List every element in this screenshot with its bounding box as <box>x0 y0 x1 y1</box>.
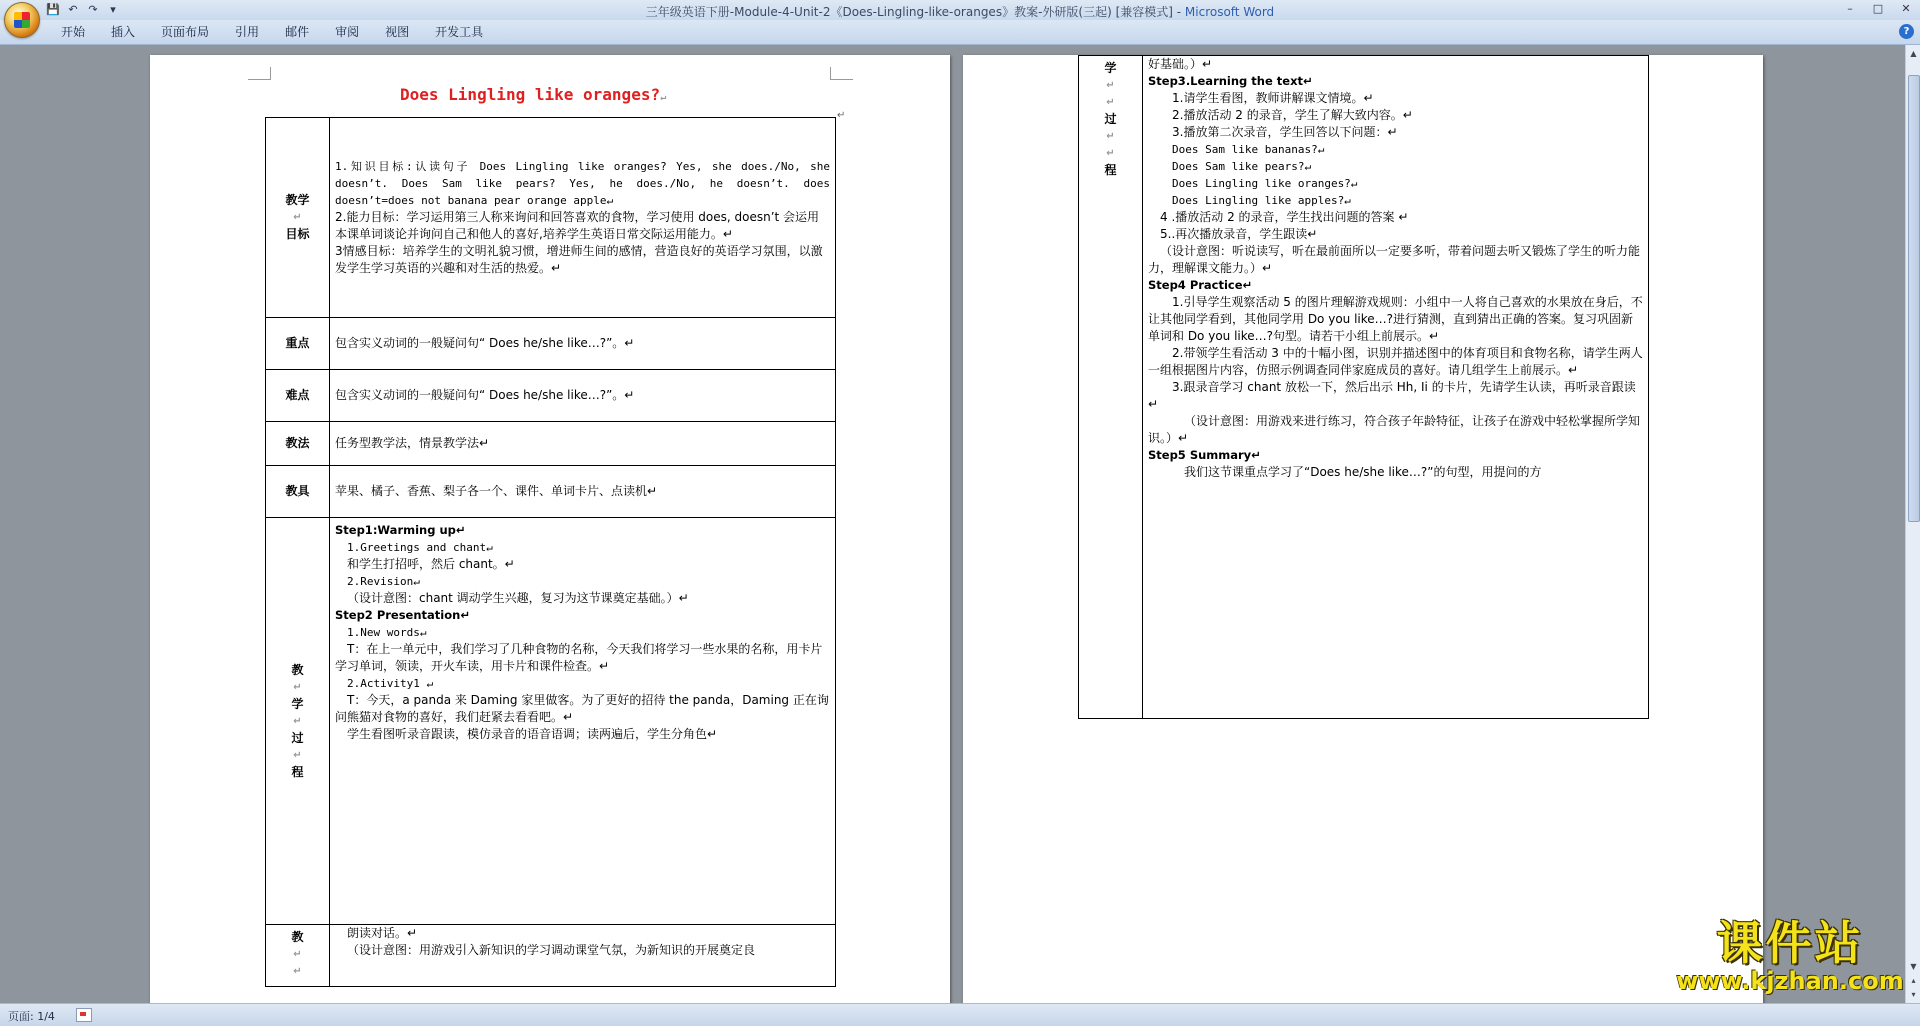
document-name: 三年级英语下册-Module-4-Unit-2《Does-Lingling-like-oranges》教案-外研版(三起) [兼容模式] - <box>645 5 1185 19</box>
text-line: Step5 Summary↵ <box>1148 448 1261 462</box>
label-text: 学 <box>291 696 304 711</box>
crop-mark <box>830 67 853 80</box>
text-line: 1.引导学生观察活动 5 的图片理解游戏规则：小组中一人将自己喜欢的水果放在身后，不让其他同学看到，其他同学用 Do you like…?进行猜测，直到猜出正确的答案。复习巩固新单词和 Do you like…?句型。请若干小组上前展示。↵ <box>1148 295 1643 343</box>
document-page-1[interactable] <box>150 55 950 1003</box>
text-line: （设计意图：听说读写，听在最前面所以一定要多听，带着问题去听又锻炼了学生的听力能力，理解课文能力。）↵ <box>1148 244 1641 275</box>
paragraph-mark: ↵ <box>1106 97 1115 108</box>
undo-icon[interactable]: ↶ <box>68 3 78 16</box>
label-text: 教学 <box>285 193 310 207</box>
maximize-button[interactable]: □ <box>1872 2 1884 15</box>
table-row <box>266 318 836 370</box>
text-line: 1.知识目标:认读句子 Does Lingling like oranges? Yes, she does./No, she doesn’t. Does Sam like pears? Yes, he does./No, he doesn’t. does doesn’t=does not banana pear orange apple↵ <box>335 160 830 207</box>
text-line: 1.Greetings and chant↵ <box>347 541 493 554</box>
text-line: Does Sam like pears?↵ <box>1172 160 1312 173</box>
text-line: 朗读对话。↵ <box>347 926 418 940</box>
text-line: 2.能力目标：学习运用第三人称来询问和回答喜欢的食物，学习使用 does, doesn’t 会运用本课单词谈论并询问自己和他人的喜好,培养学生英语日常交际运用能力。↵ <box>335 210 820 241</box>
vertical-scrollbar[interactable] <box>1905 45 1920 1003</box>
table-row <box>266 118 836 318</box>
app-name: Microsoft Word <box>1184 5 1275 19</box>
text-line: Step1:Warming up↵ <box>335 523 466 537</box>
content-cell-difficulty[interactable] <box>330 370 836 422</box>
page-count-indicator[interactable]: 页面: 1/4 <box>8 1010 55 1023</box>
label-text: 过 <box>291 730 304 745</box>
tab-references[interactable]: 引用 <box>235 25 260 39</box>
previous-page-icon[interactable]: ▴ <box>1911 976 1916 985</box>
scroll-up-icon[interactable]: ▲ <box>1910 49 1917 58</box>
redo-icon[interactable]: ↷ <box>88 3 98 16</box>
text-line: （设计意图：用游戏来进行练习，符合孩子年龄特征，让孩子在游戏中轻松掌握所学知识。）↵ <box>1148 414 1641 445</box>
paragraph-mark: ↵ <box>837 110 846 121</box>
document-workspace <box>0 45 1905 1003</box>
text-line: 1.请学生看图，教师讲解课文情境。↵ <box>1172 91 1374 105</box>
minimize-button[interactable]: – <box>1847 2 1853 15</box>
label-text: 教法 <box>285 436 310 450</box>
paragraph-mark: ↵ <box>293 715 302 727</box>
text-line: 2.播放活动 2 的录音，学生了解大致内容。↵ <box>1172 108 1413 122</box>
tab-insert[interactable]: 插入 <box>111 25 136 39</box>
text-line: 5..再次播放录音，学生跟读↵ <box>1160 227 1318 241</box>
text-line: 2.带领学生看活动 3 中的十幅小图，识别并描述图中的体育项目和食物名称，请学生两人一组根据图片内容，仿照示例调查同伴家庭成员的喜好。请几组学生上前展示。↵ <box>1148 346 1643 377</box>
heading-text: Does Lingling like oranges? <box>400 85 661 104</box>
scroll-down-icon[interactable]: ▼ <box>1910 962 1917 971</box>
label-cell-key-point[interactable] <box>266 318 330 370</box>
table-row <box>266 466 836 518</box>
text-line: 1.New words↵ <box>347 626 427 639</box>
watermark-title: 课件站 <box>1716 916 1864 970</box>
paragraph-mark: ↵ <box>293 681 302 693</box>
customize-toolbar-icon[interactable]: ▾ <box>110 3 116 16</box>
title-bar <box>0 0 1920 20</box>
next-page-icon[interactable]: ▾ <box>1911 990 1916 999</box>
paragraph-mark: ↵ <box>660 92 667 103</box>
text-line: 3.播放第二次录音，学生回答以下问题：↵ <box>1172 125 1398 139</box>
text-line: 包含实义动词的一般疑问句“ Does he/she like…?”。↵ <box>335 336 635 350</box>
tab-mailings[interactable]: 邮件 <box>285 25 310 39</box>
tab-developer[interactable]: 开发工具 <box>435 25 484 39</box>
text-line: Step4 Practice↵ <box>1148 278 1253 292</box>
text-line: 苹果、橘子、香蕉、梨子各一个、课件、单词卡片、点读机↵ <box>335 484 658 498</box>
text-line: T：在上一单元中，我们学习了几种食物的名称，今天我们将学习一些水果的名称，用卡片学习单词，领读，开火车读，用卡片和课件检查。↵ <box>335 642 823 673</box>
window-controls <box>1836 0 1920 18</box>
scroll-thumb[interactable] <box>1908 75 1920 522</box>
lesson-plan-table <box>265 117 836 987</box>
label-cell-objectives[interactable] <box>266 118 330 318</box>
label-cell-process-continued[interactable] <box>266 925 330 987</box>
label-text: 过 <box>1104 112 1117 126</box>
label-cell-materials[interactable] <box>266 466 330 518</box>
content-cell-objectives[interactable] <box>330 118 836 318</box>
text-line: 好基础。）↵ <box>1148 57 1213 71</box>
text-line: 2.Revision↵ <box>347 575 420 588</box>
language-icon[interactable] <box>76 1008 92 1022</box>
text-line: 和学生打招呼，然后 chant。↵ <box>347 557 515 571</box>
label-cell-process-page2[interactable] <box>1079 56 1143 719</box>
text-line: Does Lingling like oranges?↵ <box>1172 177 1358 190</box>
office-button[interactable] <box>4 2 40 38</box>
close-button[interactable]: ✕ <box>1901 2 1911 15</box>
text-line: 4 .播放活动 2 的录音，学生找出问题的答案 ↵ <box>1160 210 1409 224</box>
paragraph-mark: ↵ <box>1106 148 1115 159</box>
content-cell-process-page2[interactable] <box>1143 56 1649 719</box>
label-text: 程 <box>291 764 304 779</box>
text-line: 包含实义动词的一般疑问句“ Does he/she like…?”。↵ <box>335 388 635 402</box>
office-logo-icon <box>14 12 30 28</box>
text-line: Does Lingling like apples?↵ <box>1172 194 1351 207</box>
label-text: 难点 <box>285 388 310 402</box>
label-cell-method[interactable] <box>266 422 330 466</box>
content-cell-key-point[interactable] <box>330 318 836 370</box>
content-cell-process-continued[interactable] <box>330 925 836 987</box>
table-row <box>266 370 836 422</box>
paragraph-mark: ↵ <box>293 966 302 977</box>
text-line: （设计意图：chant 调动学生兴趣，复习为这节课奠定基础。）↵ <box>347 591 689 605</box>
text-line: 3.跟录音学习 chant 放松一下，然后出示 Hh, Ii 的卡片，先请学生认读，再听录音跟读↵ <box>1148 380 1636 411</box>
tab-review[interactable]: 审阅 <box>335 25 360 39</box>
paragraph-mark: ↵ <box>293 949 302 960</box>
document-heading[interactable] <box>400 85 666 104</box>
paragraph-mark: ↵ <box>1106 131 1115 142</box>
label-text: 学 <box>1104 61 1117 75</box>
status-bar <box>0 1003 1920 1026</box>
text-line: Does Sam like bananas?↵ <box>1172 143 1325 156</box>
paragraph-mark: ↵ <box>1106 80 1115 91</box>
table-row <box>266 422 836 466</box>
text-line: T：今天，a panda 来 Daming 家里做客。为了更好的招待 the panda，Daming 正在询问熊猫对食物的喜好，我们赶紧去看看吧。↵ <box>335 693 829 724</box>
crop-mark <box>248 67 271 80</box>
document-page-2[interactable] <box>963 55 1763 1003</box>
window-title <box>0 3 1920 20</box>
content-cell-method[interactable] <box>330 422 836 466</box>
watermark-logo <box>1670 918 1910 998</box>
text-line: 3情感目标：培养学生的文明礼貌习惯，增进师生间的感情，营造良好的英语学习氛围，以激发学生学习英语的兴趣和对生活的热爱。↵ <box>335 244 823 275</box>
save-icon[interactable]: 💾 <box>46 3 60 16</box>
label-text: 重点 <box>285 336 310 350</box>
label-text: 教 <box>291 662 304 677</box>
ribbon <box>0 20 1920 45</box>
table-row <box>266 518 836 925</box>
text-line: Step3.Learning the text↵ <box>1148 74 1313 88</box>
ribbon-tabs <box>48 20 496 44</box>
content-cell-process[interactable] <box>330 518 836 925</box>
tab-home[interactable]: 开始 <box>61 25 86 39</box>
lesson-plan-table-continued <box>1078 55 1649 719</box>
tab-page-layout[interactable]: 页面布局 <box>161 25 210 39</box>
paragraph-mark: ↵ <box>293 749 302 761</box>
text-line: 任务型教学法，情景教学法↵ <box>335 436 490 450</box>
label-cell-difficulty[interactable] <box>266 370 330 422</box>
text-line: 2.Activity1 ↵ <box>347 677 434 690</box>
table-row <box>266 925 836 987</box>
label-cell-process[interactable] <box>266 518 330 925</box>
label-text: 目标 <box>285 227 310 241</box>
help-icon[interactable]: ? <box>1899 24 1914 39</box>
label-text: 教具 <box>285 484 310 498</box>
text-line: Step2 Presentation↵ <box>335 608 470 622</box>
text-line: 我们这节课重点学习了“Does he/she like…?”的句型，用提问的方 <box>1184 465 1542 479</box>
label-text: 教 <box>291 930 304 944</box>
text-line: （设计意图：用游戏引入新知识的学习调动课堂气氛，为新知识的开展奠定良 <box>347 943 756 957</box>
tab-view[interactable]: 视图 <box>385 25 410 39</box>
table-row <box>1079 56 1649 719</box>
watermark-url: www.kjzhan.com <box>1676 967 1904 995</box>
label-text: 程 <box>1104 163 1117 177</box>
content-cell-materials[interactable] <box>330 466 836 518</box>
paragraph-mark: ↵ <box>293 212 302 223</box>
text-line: 学生看图听录音跟读，模仿录音的语音语调；读两遍后，学生分角色↵ <box>347 727 718 741</box>
